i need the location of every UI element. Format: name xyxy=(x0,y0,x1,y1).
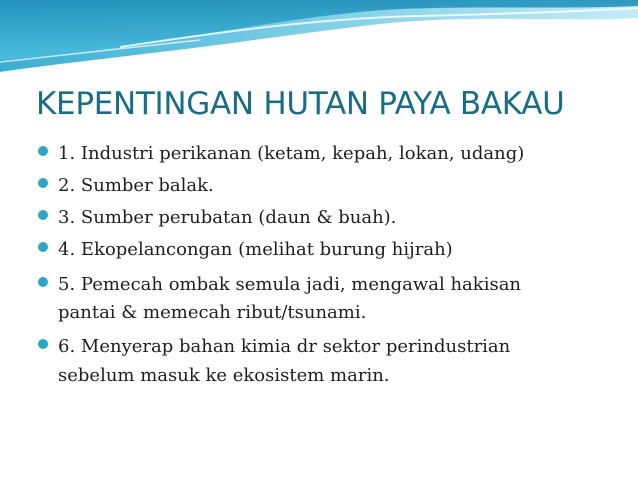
bullet-text-continuation: sebelum masuk ke ekosistem marin. xyxy=(58,365,390,386)
slide-title: KEPENTINGAN HUTAN PAYA BAKAU xyxy=(36,86,565,122)
bullet-text: 5. Pemecah ombak semula jadi, mengawal hakisan xyxy=(58,274,522,295)
bullet-dot-icon xyxy=(38,210,48,220)
bullet-dot-icon xyxy=(38,277,48,287)
bullet-text: 3. Sumber perubatan (daun & buah). xyxy=(58,207,397,228)
bullet-dot-icon xyxy=(38,178,48,188)
bullet-dot-icon xyxy=(38,146,48,156)
bullet-text: 6. Menyerap bahan kimia dr sektor perindustrian xyxy=(58,336,511,357)
bullet-dot-icon xyxy=(38,339,48,349)
decorative-wave-banner xyxy=(0,0,638,75)
bullet-dot-icon xyxy=(38,242,48,252)
bullet-text-continuation: pantai & memecah ribut/tsunami. xyxy=(58,302,367,323)
bullet-text: 4. Ekopelancongan (melihat burung hijrah) xyxy=(58,239,453,260)
bullet-text: 2. Sumber balak. xyxy=(58,175,214,196)
bullet-text: 1. Industri perikanan (ketam, kepah, lokan, udang) xyxy=(58,143,525,164)
